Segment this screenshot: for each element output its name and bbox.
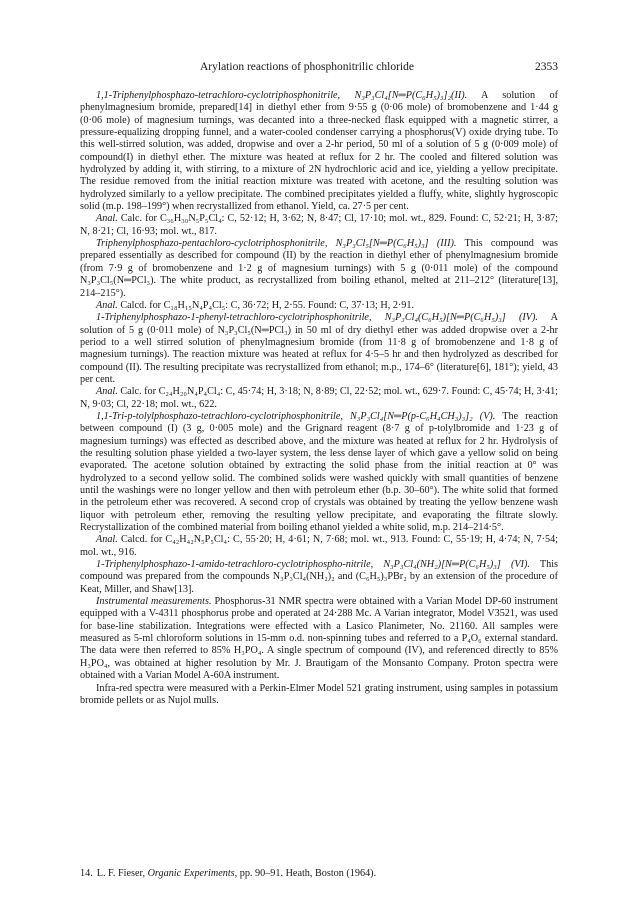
paragraph-compound-iv xyxy=(80,312,558,386)
paragraph-text: This compound was prepared essentially as described for compound (II) by the reaction in diethyl ether of phenylmagnesium bromide (from 7·9 g of bromobenzene and 1·2 g of magnesium turnings) with 5 g (0·011 mole) of the compound N₃P₃Cl₅(N═PCl₃). The white product, as recrystallized from boiling ethanol, melted at 211–212° (literature[13], 214–215°). xyxy=(80,238,558,299)
paragraph-compound-vi xyxy=(80,559,558,596)
paragraph-compound-v xyxy=(80,411,558,534)
reference-details: pp. 90–91. Heath, Boston (1964). xyxy=(239,868,377,879)
paragraph-text: Calcd. for C₄₂H₄₂N₅P₅Cl₄: C, 55·20; H, 4·61; N, 7·68; mol. wt., 913. Found: C, 55·19; H, 4·74; N, 7·54; mol. wt., 916. xyxy=(80,534,558,558)
article-body xyxy=(80,90,558,707)
paragraph-text: Calcd. for C₁₈H₁₅N₄P₄Cl₅: C, 36·72; H, 2·55. Found: C, 37·13; H, 2·91. xyxy=(120,299,415,311)
paragraph-text: A solution of phenylmagnesium bromide, prepared[14] in diethyl ether from 9·55 g (0·06 mole) of bromobenzene and 1·44 g (0·06 mole) of magnesium turnings, was decanted into a three-necked flask equipped with a magnetic stirrer, a pressure-equalizing dropping funnel, and a water-cooled condenser carrying a phosphorus(V) oxide drying tube. To this well-stirred solution, was added, dropwise and over a 2-hr period, 50 ml of a solution of 5 g (0·009 mole) of compound(I) in diethyl ether. The mixture was heated at reflux for 2 hr. The cooled and filtered solution was hydrolyzed by adding it, with stirring, to a mixture of 2N hydrochloric acid and ice, yielding a yellow precipitate. The residue removed from the initial reaction mixture was treated with acetone, and the resulting solution was hydrolyzed similarly to a yellow precipitate. The combined precipitates yielded a fluffy, white, slightly hygroscopic solid (m.p. 198–199°) when recrystallized from ethanol. Yield, ca. 27·5 per cent. xyxy=(80,90,558,213)
paragraph-text: Phosphorus-31 NMR spectra were obtained with a Varian Model DP-60 instrument equipped with a V-4311 phosphorus probe and operated at 24·288 Mc. A Varian integrator, Model V3521, was used for base-line stabilization. Integrations were effected with a Lasico Planimeter, No. 21160. All samples were measured as 5-ml chloroform solutions in 15-mm o.d. non-spinning tubes and referred to a P₄O₆ external standard. The data were then referred to 85% H₃PO₄. A single spectrum of compound (IV), and referenced directly to 85% H₃PO₄, was obtained at higher resolution by Mr. J. Brautigam of the Monsanto Company. Proton spectra were obtained with a Varian Model A-60A instrument. xyxy=(80,596,559,682)
paragraph-text: The reaction between compound (I) (3 g, 0·005 mole) and the Grignard reagent (8·7 g of p-tolylbromide and 1·23 g of magnesium turnings) was effected as described above, and the mixture was heated at reflux for 2 hr. Hydrolysis of the resulting solution phase yielded a two-layer system, the less dense layer of which gave a yellow solid on being evaporated. The acetone solution obtained by extracting the solid phase from the initial reaction at 0° was hydrolyzed to a second yellow solid. The combined solids were washed quickly with small quantities of benzene until the washings were no longer yellow and then with petroleum ether (b.p. 30–60°). The white solid that formed in the petroleum ether was recovered. A second crop of crystals was obtained by treating the yellow benzene wash liquor with petroleum ether, removing the resulting yellow precipitate, and evaporating the filtrate slowly. Recrystallization of the combined material from boiling ethanol yielded a white solid, m.p. 214–214·5°. xyxy=(80,410,558,534)
paragraph-compound-ii xyxy=(80,90,558,213)
paragraph-heading: 1,1-Triphenylphosphazo-tetrachloro-cyclotriphosphonitrile, N₃P₃Cl₄[N═P(C₆H₅)₃]₂(II). xyxy=(96,90,468,101)
paragraph-analysis-ii xyxy=(80,213,558,238)
paragraph-analysis-iii xyxy=(80,300,558,312)
paragraph-heading: 1-Triphenylphosphazo-1-amido-tetrachloro-cyclotriphospho-nitrile, N₃P₃Cl₄(NH₂)[N═P(C₆H₅)₃] (VI). xyxy=(96,559,530,571)
paragraph-heading: Anal. xyxy=(96,534,118,546)
running-title: Arylation reactions of phosphonitrilic chloride xyxy=(200,61,414,73)
paragraph-heading: Instrumental measurements. xyxy=(96,596,212,608)
paragraph-text: Calc. for C₃₆H₃₀N₅P₅Cl₄: C, 52·12; H, 3·62; N, 8·47; Cl, 17·10; mol. wt., 829. Found: C, 52·21; H, 3·87; N, 8·21; Cl, 16·93; mol. wt., 817. xyxy=(80,213,559,237)
paragraph-heading: Anal. xyxy=(96,213,118,225)
paragraph-analysis-v xyxy=(80,534,558,559)
paragraph-text: Calc. for C₂₄H₂₀N₄P₄Cl₄: C, 45·74; H, 3·18; N, 8·89; Cl, 22·52; mol. wt., 629·7. Found: C, 45·74; H, 3·41; N, 9·03; Cl, 22·18; mol. wt., 622. xyxy=(80,386,559,410)
reference-number: 14. xyxy=(80,868,93,879)
paragraph-heading: 1-Triphenylphosphazo-1-phenyl-tetrachloro-cyclotriphosphonitrile, N₃P₃Cl₄(C₆H₅)[N═P(C₆H₅)₃] (IV). xyxy=(96,312,538,324)
reference-title: Organic Experiments, xyxy=(147,868,238,879)
paragraph-heading: Anal. xyxy=(96,386,118,398)
paragraph-instrumental xyxy=(80,596,558,682)
page-number: 2353 xyxy=(535,61,558,73)
paragraph-text: This compound was prepared from the compounds N₃P₃Cl₄(NH₂)₂ and (C₆H₅)₃PBr₂ by an extension of the procedure of Keat, Miller, and Shaw[13]. xyxy=(80,559,558,595)
paragraph-text: A solution of 5 g (0·011 mole) of N₃P₃Cl₅(N═PCl₃) in 50 ml of dry diethyl ether was added dropwise over a 2-hr period to a well stirred solution of phenylmagnesium bromide (from 11·8 g of bromobenzene and 1·8 g of magnesium turnings). The reaction mixture was heated at reflux for 4·5–5 hr and then hydrolyzed as described for compound (II). The resulting precipitate was recrystallized from ethanol; m.p., 174–6° (literature[6], 181°); yield, 43 per cent. xyxy=(80,312,558,385)
reference-list xyxy=(80,868,558,880)
paragraph-heading: Anal. xyxy=(96,299,118,311)
paragraph-heading: Triphenylphosphazo-pentachloro-cyclotriphosphonitrile, N₃P₃Cl₅[N═P(C₆H₅)₃] (III). xyxy=(96,238,457,250)
paragraph-heading: 1,1-Tri-p-tolylphosphazo-tetrachloro-cyclotriphosphonitrile, N₃P₃Cl₄[N═P(p-C₆H₄CH₃)₃]₂ (V). xyxy=(96,410,496,422)
paragraph-compound-iii xyxy=(80,238,558,300)
paragraph-analysis-iv xyxy=(80,386,558,411)
reference-author: L. F. Fieser, xyxy=(96,868,146,879)
paragraph-infrared xyxy=(80,683,558,708)
paragraph-text: Infra-red spectra were measured with a Perkin-Elmer Model 521 grating instrument, using samples in potassium bromide pellets or as Nujol mulls. xyxy=(80,682,558,706)
reference-item xyxy=(80,868,558,880)
